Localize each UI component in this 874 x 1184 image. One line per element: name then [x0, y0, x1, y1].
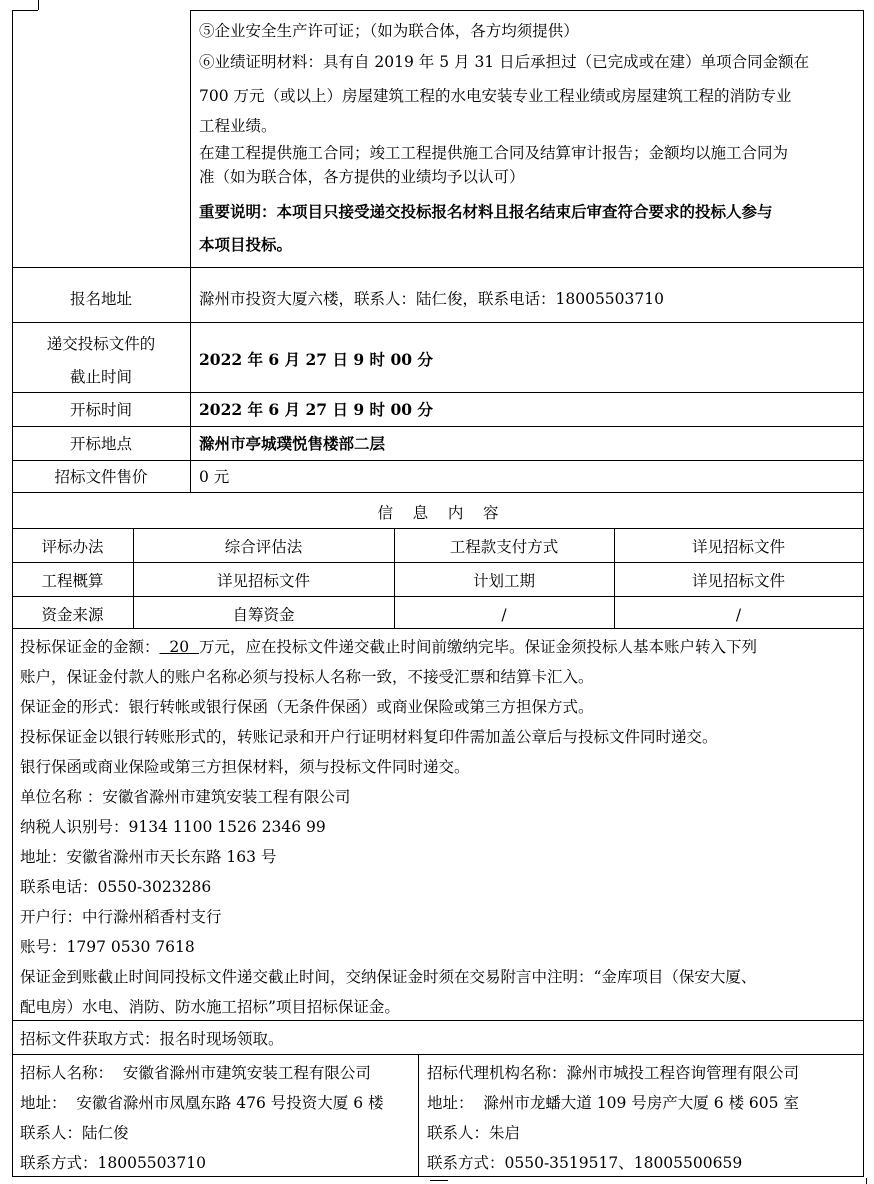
opening-place-label: 开标地点	[69, 435, 132, 453]
deposit-account-number: 账号：1797 0530 7618	[20, 938, 195, 956]
grid-cell-empty-value: /	[735, 606, 742, 624]
grid-cell-estimate-value: 详见招标文件	[216, 572, 310, 590]
requirement-item-5: ⑤企业安全生产许可证；（如为联合体，各方均须提供）	[199, 22, 579, 40]
grid-cell-evaluation-value: 综合评估法	[224, 538, 303, 556]
agent-contact: 联系人：朱启	[427, 1124, 521, 1142]
grid-cell-estimate-label: 工程概算	[41, 572, 104, 590]
tenderer-address: 地址： 安徽省滁州市凤凰东路 476 号投资大厦 6 楼	[20, 1094, 384, 1112]
requirement-item-6-line-2: 700 万元（或以上）房屋建筑工程的水电安装专业工程业绩或房屋建筑工程的消防专业	[199, 87, 792, 105]
deposit-address: 地址：安徽省滁州市天长东路 163 号	[20, 848, 277, 866]
deposit-account-name: 单位名称 ：安徽省滁州市建筑安装工程有限公司	[20, 788, 351, 806]
contract-note-line-1: 在建工程提供施工合同；竣工工程提供施工合同及结算审计报告；金额均以施工合同为	[199, 144, 789, 162]
deposit-tax-id: 纳税人识别号：9134 1100 1526 2346 99	[20, 818, 326, 836]
agent-phone: 联系方式：0550-3519517、18005500659	[427, 1154, 743, 1172]
grid-cell-funding-label: 资金来源	[41, 606, 104, 624]
grid-cell-evaluation-label: 评标办法	[41, 538, 104, 556]
deposit-line-1: 账户，保证金付款人的账户名称必须与投标人名称一致，不接受汇票和结算卡汇入。	[20, 668, 594, 686]
deadline-value: 2022 年 6 月 27 日 9 时 00 分	[199, 350, 433, 369]
important-note-line-1: 重要说明：本项目只接受递交投标报名材料且报名结束后审查符合要求的投标人参与	[199, 202, 773, 221]
signup-address-label: 报名地址	[69, 290, 132, 308]
opening-time-value: 2022 年 6 月 27 日 9 时 00 分	[199, 400, 433, 419]
deposit-amount-prefix: 投标保证金的金额：	[20, 638, 160, 656]
requirement-item-6-line-1: ⑥业绩证明材料：具有自 2019 年 5 月 31 日后承担过（已完成或在建）单项合同金额在	[199, 53, 810, 71]
deposit-amount-line	[20, 637, 757, 657]
signup-address-value: 滁州市投资大厦六楼，联系人：陆仁俊，联系电话：18005503710	[199, 290, 664, 308]
tenderer-phone: 联系方式：18005503710	[20, 1154, 206, 1172]
requirement-item-6-line-3: 工程业绩。	[199, 117, 277, 135]
grid-cell-empty-label: /	[501, 606, 507, 624]
document-price-value: 0 元	[199, 468, 230, 486]
obtain-method: 招标文件获取方式：报名时现场领取。	[20, 1030, 284, 1048]
deposit-line-4: 银行保函或商业保险或第三方担保材料，须与投标文件同时递交。	[20, 758, 470, 776]
agent-address: 地址： 滁州市龙蟠大道 109 号房产大厦 6 楼 605 室	[427, 1094, 799, 1112]
tenderer-name: 招标人名称： 安徽省滁州市建筑安装工程有限公司	[20, 1064, 371, 1082]
contract-note-line-2: 准（如为联合体，各方提供的业绩均予以认可）	[199, 168, 525, 186]
deadline-label-line-2: 截止时间	[69, 368, 132, 386]
tenderer-contact: 联系人：陆仁俊	[20, 1124, 129, 1142]
deposit-deadline-line-2: 配电房）水电、消防、防水施工招标”项目招标保证金。	[20, 998, 400, 1016]
deposit-phone: 联系电话：0550-3023286	[20, 878, 212, 896]
deposit-line-2: 保证金的形式：银行转帐或银行保函（无条件保函）或商业保险或第三方担保方式。	[20, 698, 594, 716]
important-note-line-2: 本项目投标。	[199, 235, 293, 254]
opening-time-label: 开标时间	[69, 401, 132, 419]
agent-name: 招标代理机构名称：滁州市城投工程咨询管理有限公司	[427, 1064, 800, 1082]
deposit-amount-value: 20	[159, 638, 199, 656]
grid-cell-duration-label: 计划工期	[472, 572, 535, 590]
deposit-amount-suffix: 万元，应在投标文件递交截止时间前缴纳完毕。保证金须投标人基本账户转入下列	[198, 638, 757, 656]
deposit-line-3: 投标保证金以银行转账形式的，转账记录和开户行证明材料复印件需加盖公章后与投标文件同时递交。	[20, 728, 718, 746]
grid-cell-funding-value: 自筹资金	[232, 606, 295, 624]
info-section-header: 信 息 内 容	[377, 504, 499, 522]
document-price-label: 招标文件售价	[54, 468, 148, 486]
grid-cell-payment-label: 工程款支付方式	[449, 538, 559, 556]
deposit-bank: 开户行：中行滁州稻香村支行	[20, 908, 222, 926]
grid-cell-duration-value: 详见招标文件	[691, 572, 785, 590]
opening-place-value: 滁州市亭城璞悦售楼部二层	[199, 434, 386, 453]
grid-cell-payment-value: 详见招标文件	[691, 538, 785, 556]
deposit-deadline-line-1: 保证金到账截止时间同投标文件递交截止时间，交纳保证金时须在交易附言中注明：“金库项目（保安大厦、	[20, 968, 757, 986]
deadline-label-line-1: 递交投标文件的	[46, 335, 156, 353]
